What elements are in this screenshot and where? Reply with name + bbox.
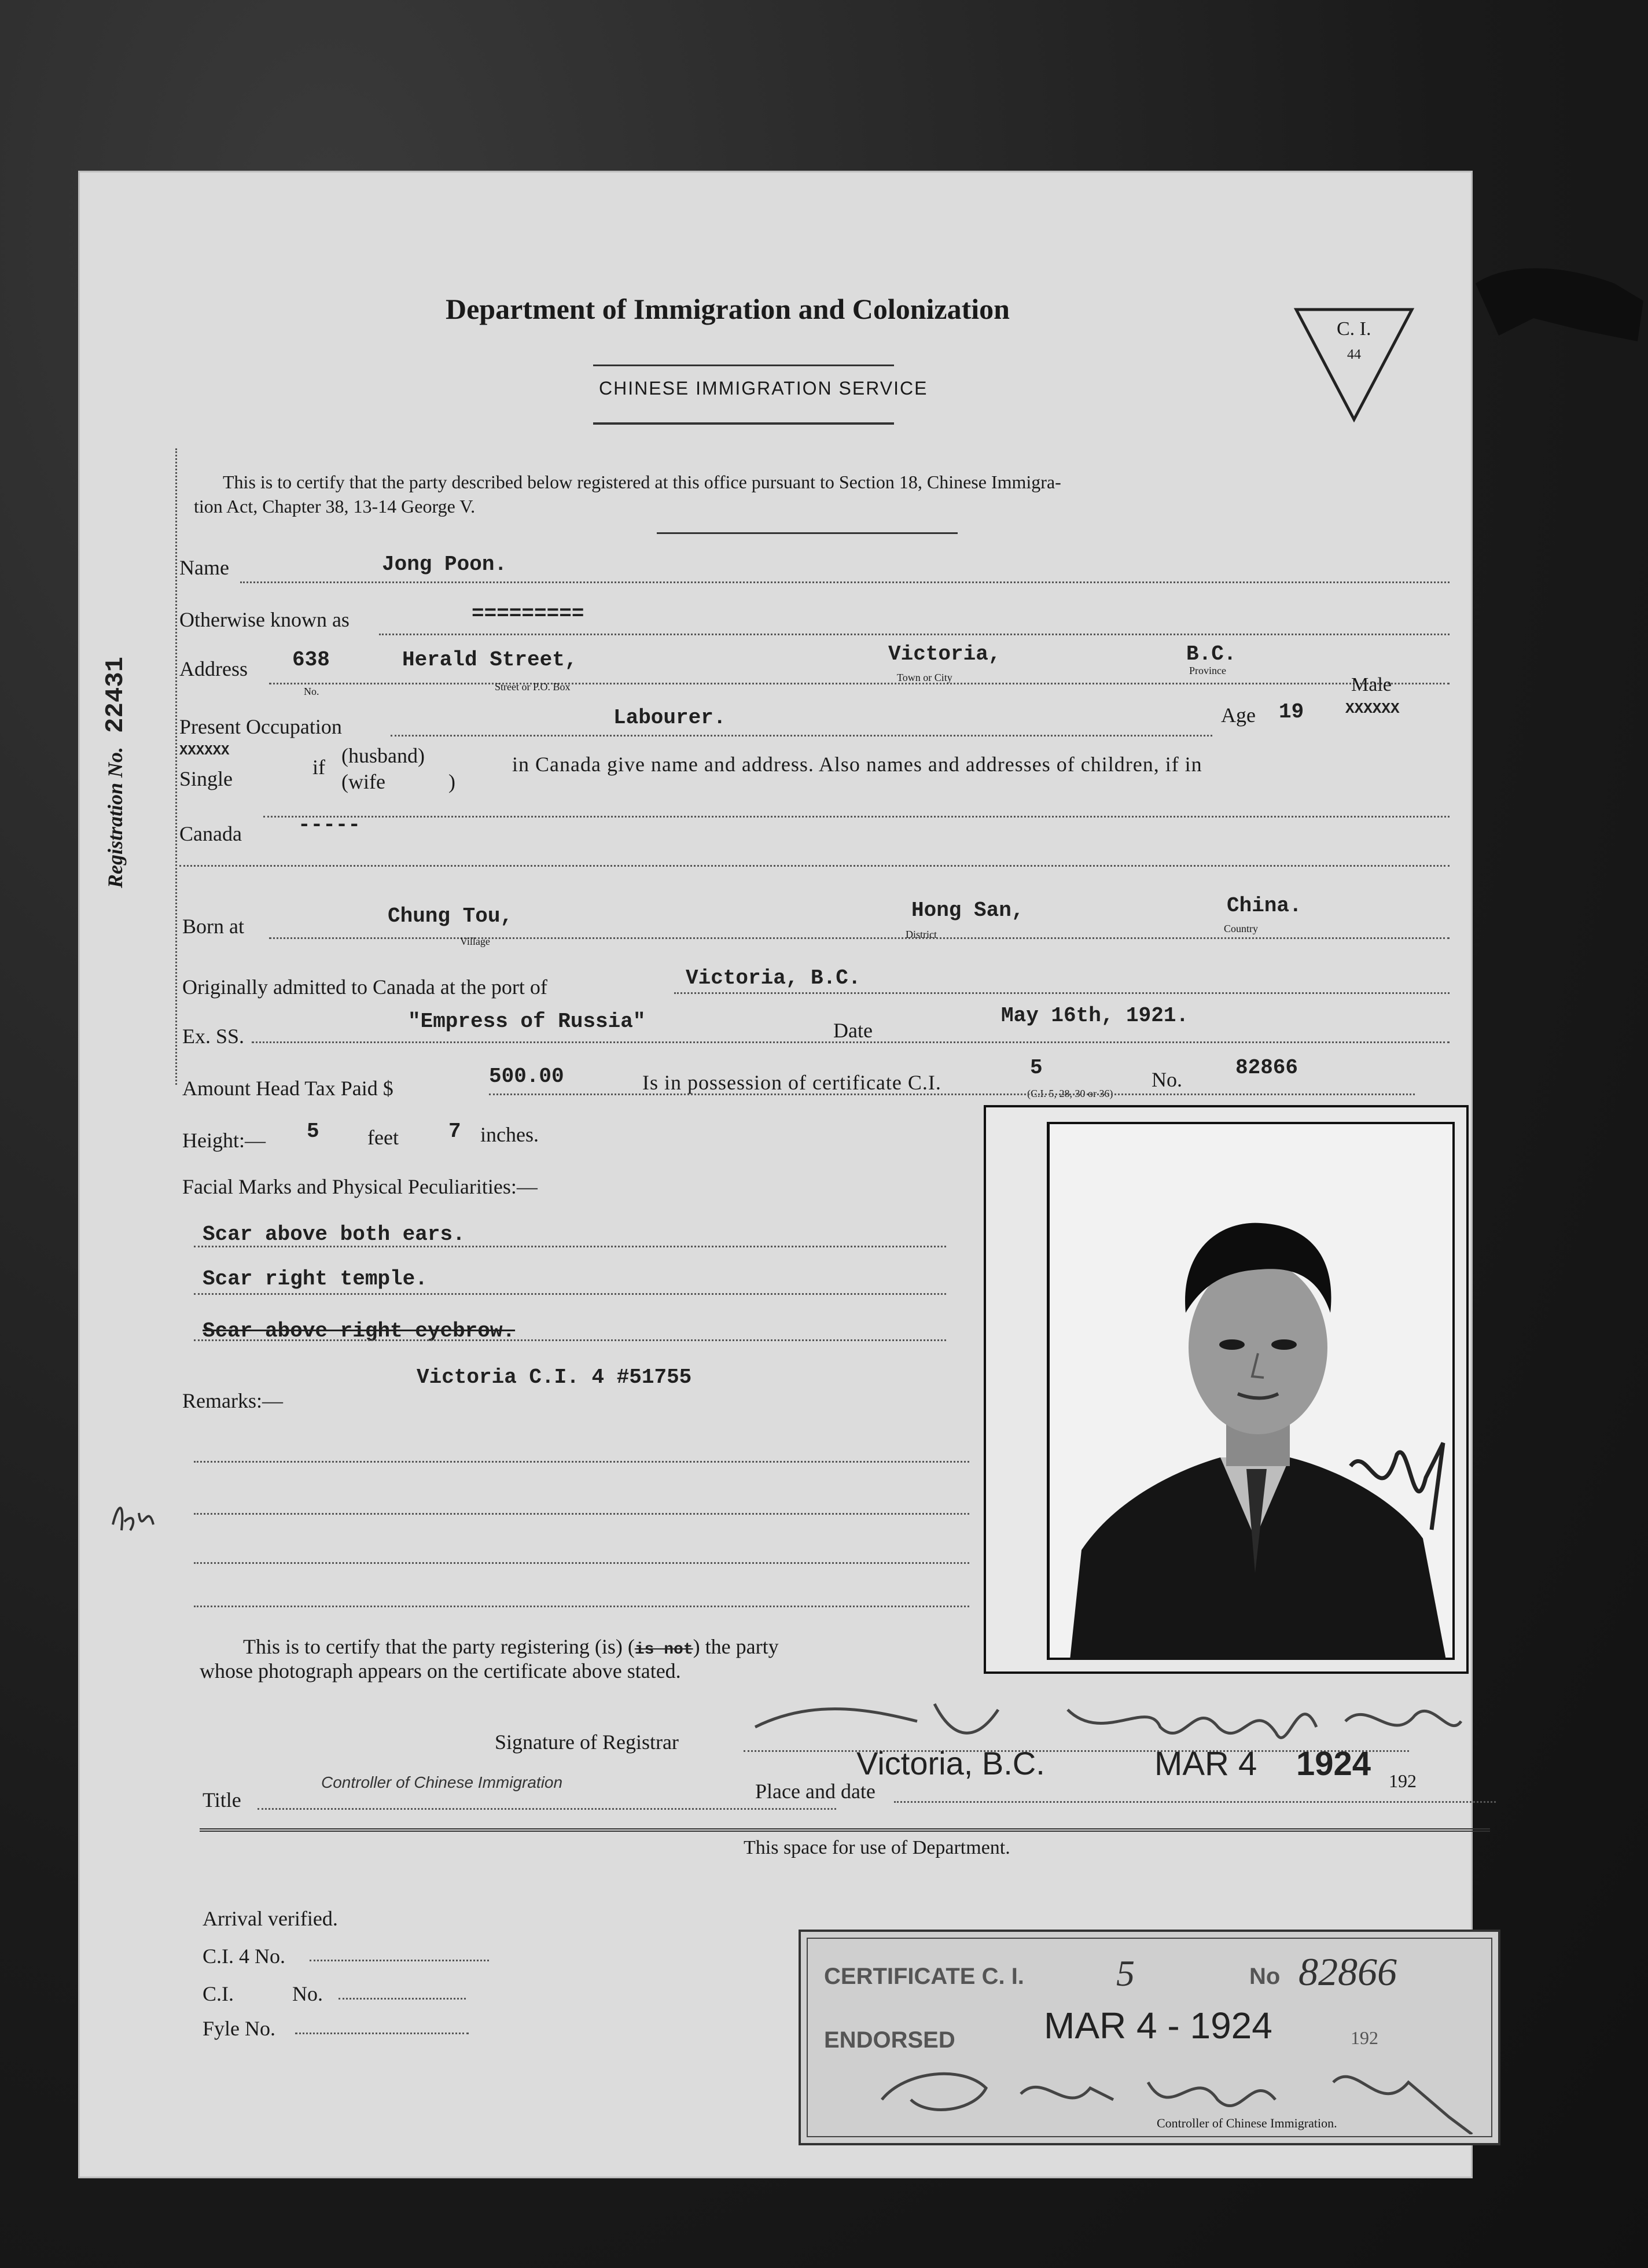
address-sub-city: Town or City [897,672,952,683]
endorsed-suffix: 192 [1351,2027,1378,2048]
headtax-label: Amount Head Tax Paid $ [182,1077,393,1100]
occupation-label: Present Occupation [179,715,342,738]
year-stamp: 1924 [1296,1745,1371,1783]
sex-struck: XXXXXX [1345,700,1400,717]
canada-label: Canada [179,822,242,845]
height-inches: 7 [448,1120,461,1143]
height-label: Height:— [182,1129,266,1152]
address-city: Victoria, [888,642,1001,666]
certify2-struck: is not [634,1641,693,1659]
ci-options: (C.I. 5, 28, 30 or 36) [1027,1088,1113,1099]
arrival-verified: Arrival verified. [203,1907,338,1930]
mark-2: Scar right temple. [203,1267,428,1291]
title-value: Controller of Chinese Immigration [321,1773,563,1791]
remarks-line-3 [194,1562,969,1564]
headtax-value: 500.00 [489,1065,564,1088]
born-label: Born at [182,915,244,938]
margin-initial-mark [107,1490,159,1542]
possession-label: Is in possession of certificate C.I. [642,1071,941,1094]
certificate-sheet [78,171,1473,2178]
remarks-line-1 [194,1461,969,1463]
service-subtitle: CHINESE IMMIGRATION SERVICE [599,378,928,399]
address-province: B.C. [1186,642,1237,666]
date-value: May 16th, 1921. [1001,1004,1189,1028]
height-feet: 5 [307,1120,319,1143]
headtax-line [489,1094,1415,1095]
header-rule-top [657,532,958,534]
page-title: Department of Immigration and Colonization [446,293,1010,325]
admitted-value: Victoria, B.C. [686,966,861,990]
year-suffix: 192 [1389,1770,1417,1791]
cert-label: CERTIFICATE C. I. [824,1964,1024,1989]
department-note: This space for use of Department. [744,1837,1010,1858]
blank-line-1 [179,865,1450,867]
age-label: Age [1221,704,1256,727]
otherwise-label: Otherwise known as [179,608,350,631]
ci-no-line [339,1998,466,2000]
address-sub-no: No. [304,686,319,697]
photo-frame [984,1105,1469,1674]
canada-line [263,816,1450,818]
ci-no-label: No. [292,1982,323,2005]
occupation-value: Labourer. [613,706,726,730]
title-label: Title [203,1788,241,1812]
photo-signature-mark [1345,1431,1466,1547]
mark-1-line [194,1246,946,1247]
endorsed-date: MAR 4 - 1924 [1044,2005,1272,2046]
born-village: Chung Tou, [388,904,513,928]
certify2-text-b: ) the party [693,1635,779,1658]
place-line [894,1801,1496,1803]
wife-close: ) [448,770,455,793]
inches-label: inches. [480,1123,539,1146]
admitted-line [674,992,1450,994]
cert-ci: 5 [1116,1953,1135,1994]
place-label: Place and date [755,1780,876,1803]
ci-value: 5 [1030,1056,1043,1080]
mark-3: Scar above right eyebrow. [203,1319,516,1343]
fyle-no-label: Fyle No. [203,2017,275,2040]
date-label: Date [833,1019,873,1042]
ci4-no-label: C.I. 4 No. [203,1945,285,1968]
endorsement-stamp [799,1930,1500,2145]
mark-2-line [194,1293,946,1295]
address-label: Address [179,657,248,680]
no-value: 82866 [1235,1056,1298,1080]
facial-label: Facial Marks and Physical Peculiarities:— [182,1175,538,1198]
no-label: No. [1152,1068,1182,1091]
wife-label: (wife [341,770,385,793]
ci-label: C.I. [203,1982,234,2005]
registration-number: 22431 [101,656,130,733]
title-line [258,1808,836,1810]
remarks-value: Victoria C.I. 4 #51755 [417,1365,692,1389]
name-label: Name [179,556,229,579]
feet-label: feet [367,1126,399,1149]
husband-label: (husband) [341,744,425,767]
exss-value: "Empress of Russia" [408,1010,646,1033]
born-district: Hong San, [911,899,1024,922]
address-sub-province: Province [1189,665,1226,676]
admitted-label: Originally admitted to Canada at the port of [182,975,547,999]
remarks-line-2 [194,1513,969,1515]
mark-1: Scar above both ears. [203,1223,465,1246]
remarks-line-4 [194,1606,969,1607]
address-line [269,683,1450,684]
born-line [269,937,1450,939]
single-label: Single [179,767,233,790]
name-value: Jong Poon. [382,553,507,576]
canada-value: ----- [298,813,361,837]
born-sub-district: District [906,929,937,940]
cert-no-label: No [1249,1964,1281,1989]
married-struck: XXXXXX [179,743,230,759]
certify2-line2: whose photograph appears on the certificate above stated. [200,1659,681,1682]
certify2-line1 [243,1634,779,1659]
remarks-label: Remarks:— [182,1389,283,1412]
certify-text-line2: tion Act, Chapter 38, 13-14 George V. [194,496,476,517]
otherwise-value: ========= [472,602,584,625]
registration-label: Registration No. [104,746,127,888]
header-rule-lower [593,422,894,425]
address-sub-street: Street or P.O. Box [495,681,571,693]
if-label: if [312,756,325,779]
registration-vertical [101,657,130,888]
born-country: China. [1227,894,1302,918]
endorsed-label: ENDORSED [824,2027,955,2053]
controller-caption: Controller of Chinese Immigration. [1157,2116,1337,2130]
certify2-text-a: This is to certify that the party registering (is) ( [243,1635,635,1658]
certify-text-line1: This is to certify that the party described below registered at this office pursuant to Section 18, Chinese Immigra- [223,472,1061,492]
sex-value: Male [1351,674,1392,695]
otherwise-line [379,634,1450,635]
header-rule-upper [593,365,894,366]
born-sub-country: Country [1224,923,1259,934]
place-stamp: Victoria, B.C. [856,1745,1045,1781]
mark-3-line [194,1339,946,1341]
portrait-photo [1047,1122,1455,1660]
ink-blot-mark [1464,249,1648,399]
ci4-no-line [310,1960,489,1961]
fyle-no-line [295,2033,469,2034]
name-line [240,581,1450,583]
exss-label: Ex. SS. [182,1025,245,1048]
section-divider [200,1828,1490,1832]
form-code-line2: 44 [1347,347,1361,362]
age-value: 19 [1279,700,1304,724]
occupation-line [391,735,1212,737]
in-canada-text: in Canada give name and address. Also names and addresses of children, if in [512,753,1202,776]
date-stamp: MAR 4 [1154,1745,1257,1783]
form-code-line1: C. I. [1337,318,1371,340]
signature-label: Signature of Registrar [495,1731,679,1754]
cert-no: 82866 [1298,1950,1397,1994]
registration-dotted-line [175,448,177,1085]
born-sub-village: Village [460,936,490,947]
address-street: Herald Street, [402,648,577,672]
address-number: 638 [292,648,330,672]
